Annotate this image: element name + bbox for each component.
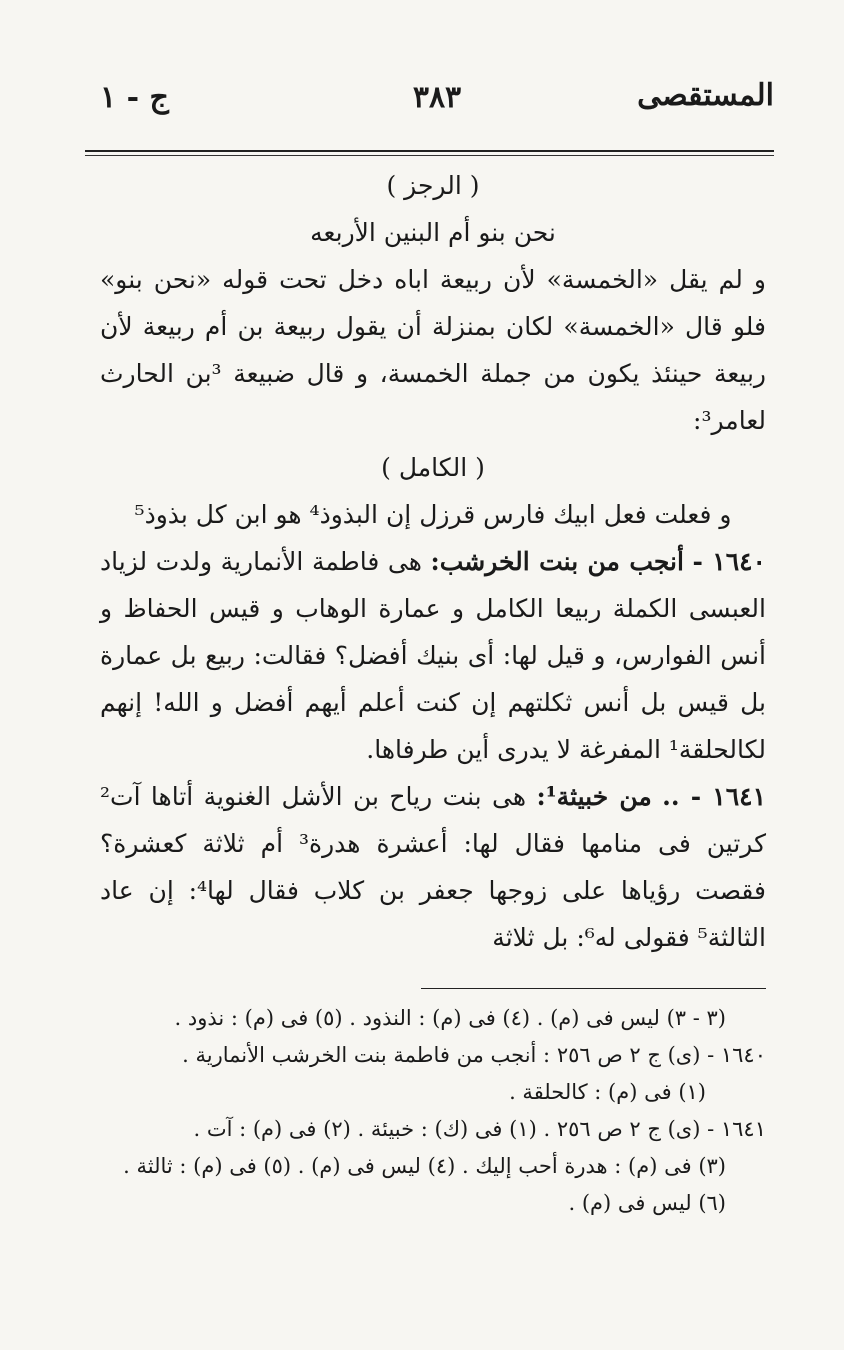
meter-label-kamil: ( الكامل ) (381, 453, 485, 482)
footnotes (100, 1000, 766, 1222)
running-title: المستقصى (637, 78, 774, 113)
entry-number: ١٦٤١ - .. (662, 782, 767, 811)
header-rule-thin (85, 155, 774, 156)
verse-line-1: نحن بنو أم البنين الأربعه (310, 218, 556, 247)
entry-1641 (100, 773, 766, 961)
entry-headword: من خبيثة¹: (536, 782, 652, 811)
footnote-line: (٦) ليس فى (م) . (568, 1191, 726, 1215)
entry-number: ١٦٤٠ - (692, 547, 766, 576)
footnote-line: ١٦٤٠ - (ى) ج ٢ ص ٢٥٦ : أنجب من فاطمة بنت الخرشب الأنمارية . (182, 1043, 766, 1067)
footnote-line: (٣) فى (م) : هدرة أحب إليك . (٤) ليس فى (م) . (٥) فى (م) : ثالثة . (123, 1154, 726, 1178)
paragraph-1: و لم يقل «الخمسة» لأن ربيعة اباه دخل تحت قوله «نحن بنو» فلو قال «الخمسة» لكان بمنزلة أن يقول ربيعة بن أم ربيعة لأن ربيعة حينئذ يكون من جملة الخمسة، و قال ضبيعة ³بن الحارث لعامر³: (100, 265, 766, 435)
page-header (100, 78, 774, 138)
entry-1640 (100, 538, 766, 773)
entry-text: هى فاطمة الأنمارية ولدت لزياد العبسى الكملة ربيعا الكامل و عمارة الوهاب و قيس الحفاظ و أنس الفوارس، و قيل لها: أى بنيك أفضل؟ فقالت: ربيع بل عمارة بل قيس بل أنس ثكلتهم إن كنت أعلم أيهم أفضل و الله! إنهم لكالحلقة¹ المفرغة لا يدرى أين طرفاها. (100, 547, 766, 764)
footnote-line: (١) فى (م) : كالحلقة . (509, 1080, 706, 1104)
meter-label-rajaz: ( الرجز ) (386, 171, 480, 200)
page-number: ٣٨٣ (412, 80, 462, 115)
main-text (100, 162, 766, 961)
footnote-line: ١٦٤١ - (ى) ج ٢ ص ٢٥٦ . (١) فى (ك) : خبيئة . (٢) فى (م) : آت . (193, 1117, 766, 1141)
verse-line-2: و فعلت فعل ابيك فارس قرزل إن البذوذ⁴ هو ابن كل بذوذ⁵ (134, 500, 732, 529)
header-rule-thick (85, 150, 774, 152)
entry-text: هى بنت رياح بن الأشل الغنوية أتاها آت² كرتين فى منامها فقال لها: أعشرة هدرة³ أم ثلاثة كعشرة؟ فقصت رؤياها على زوجها جعفر بن كلاب فقال لها⁴: إن عاد الثالثة⁵ فقولى له⁶: بل ثلاثة (100, 782, 766, 952)
footnote-rule (421, 988, 766, 989)
entry-headword: أنجب من بنت الخرشب: (430, 547, 684, 576)
footnote-line: (٣ - ٣) ليس فى (م) . (٤) فى (م) : النذود . (٥) فى (م) : نذود . (174, 1006, 726, 1030)
volume-label: ج - ١ (100, 80, 169, 115)
